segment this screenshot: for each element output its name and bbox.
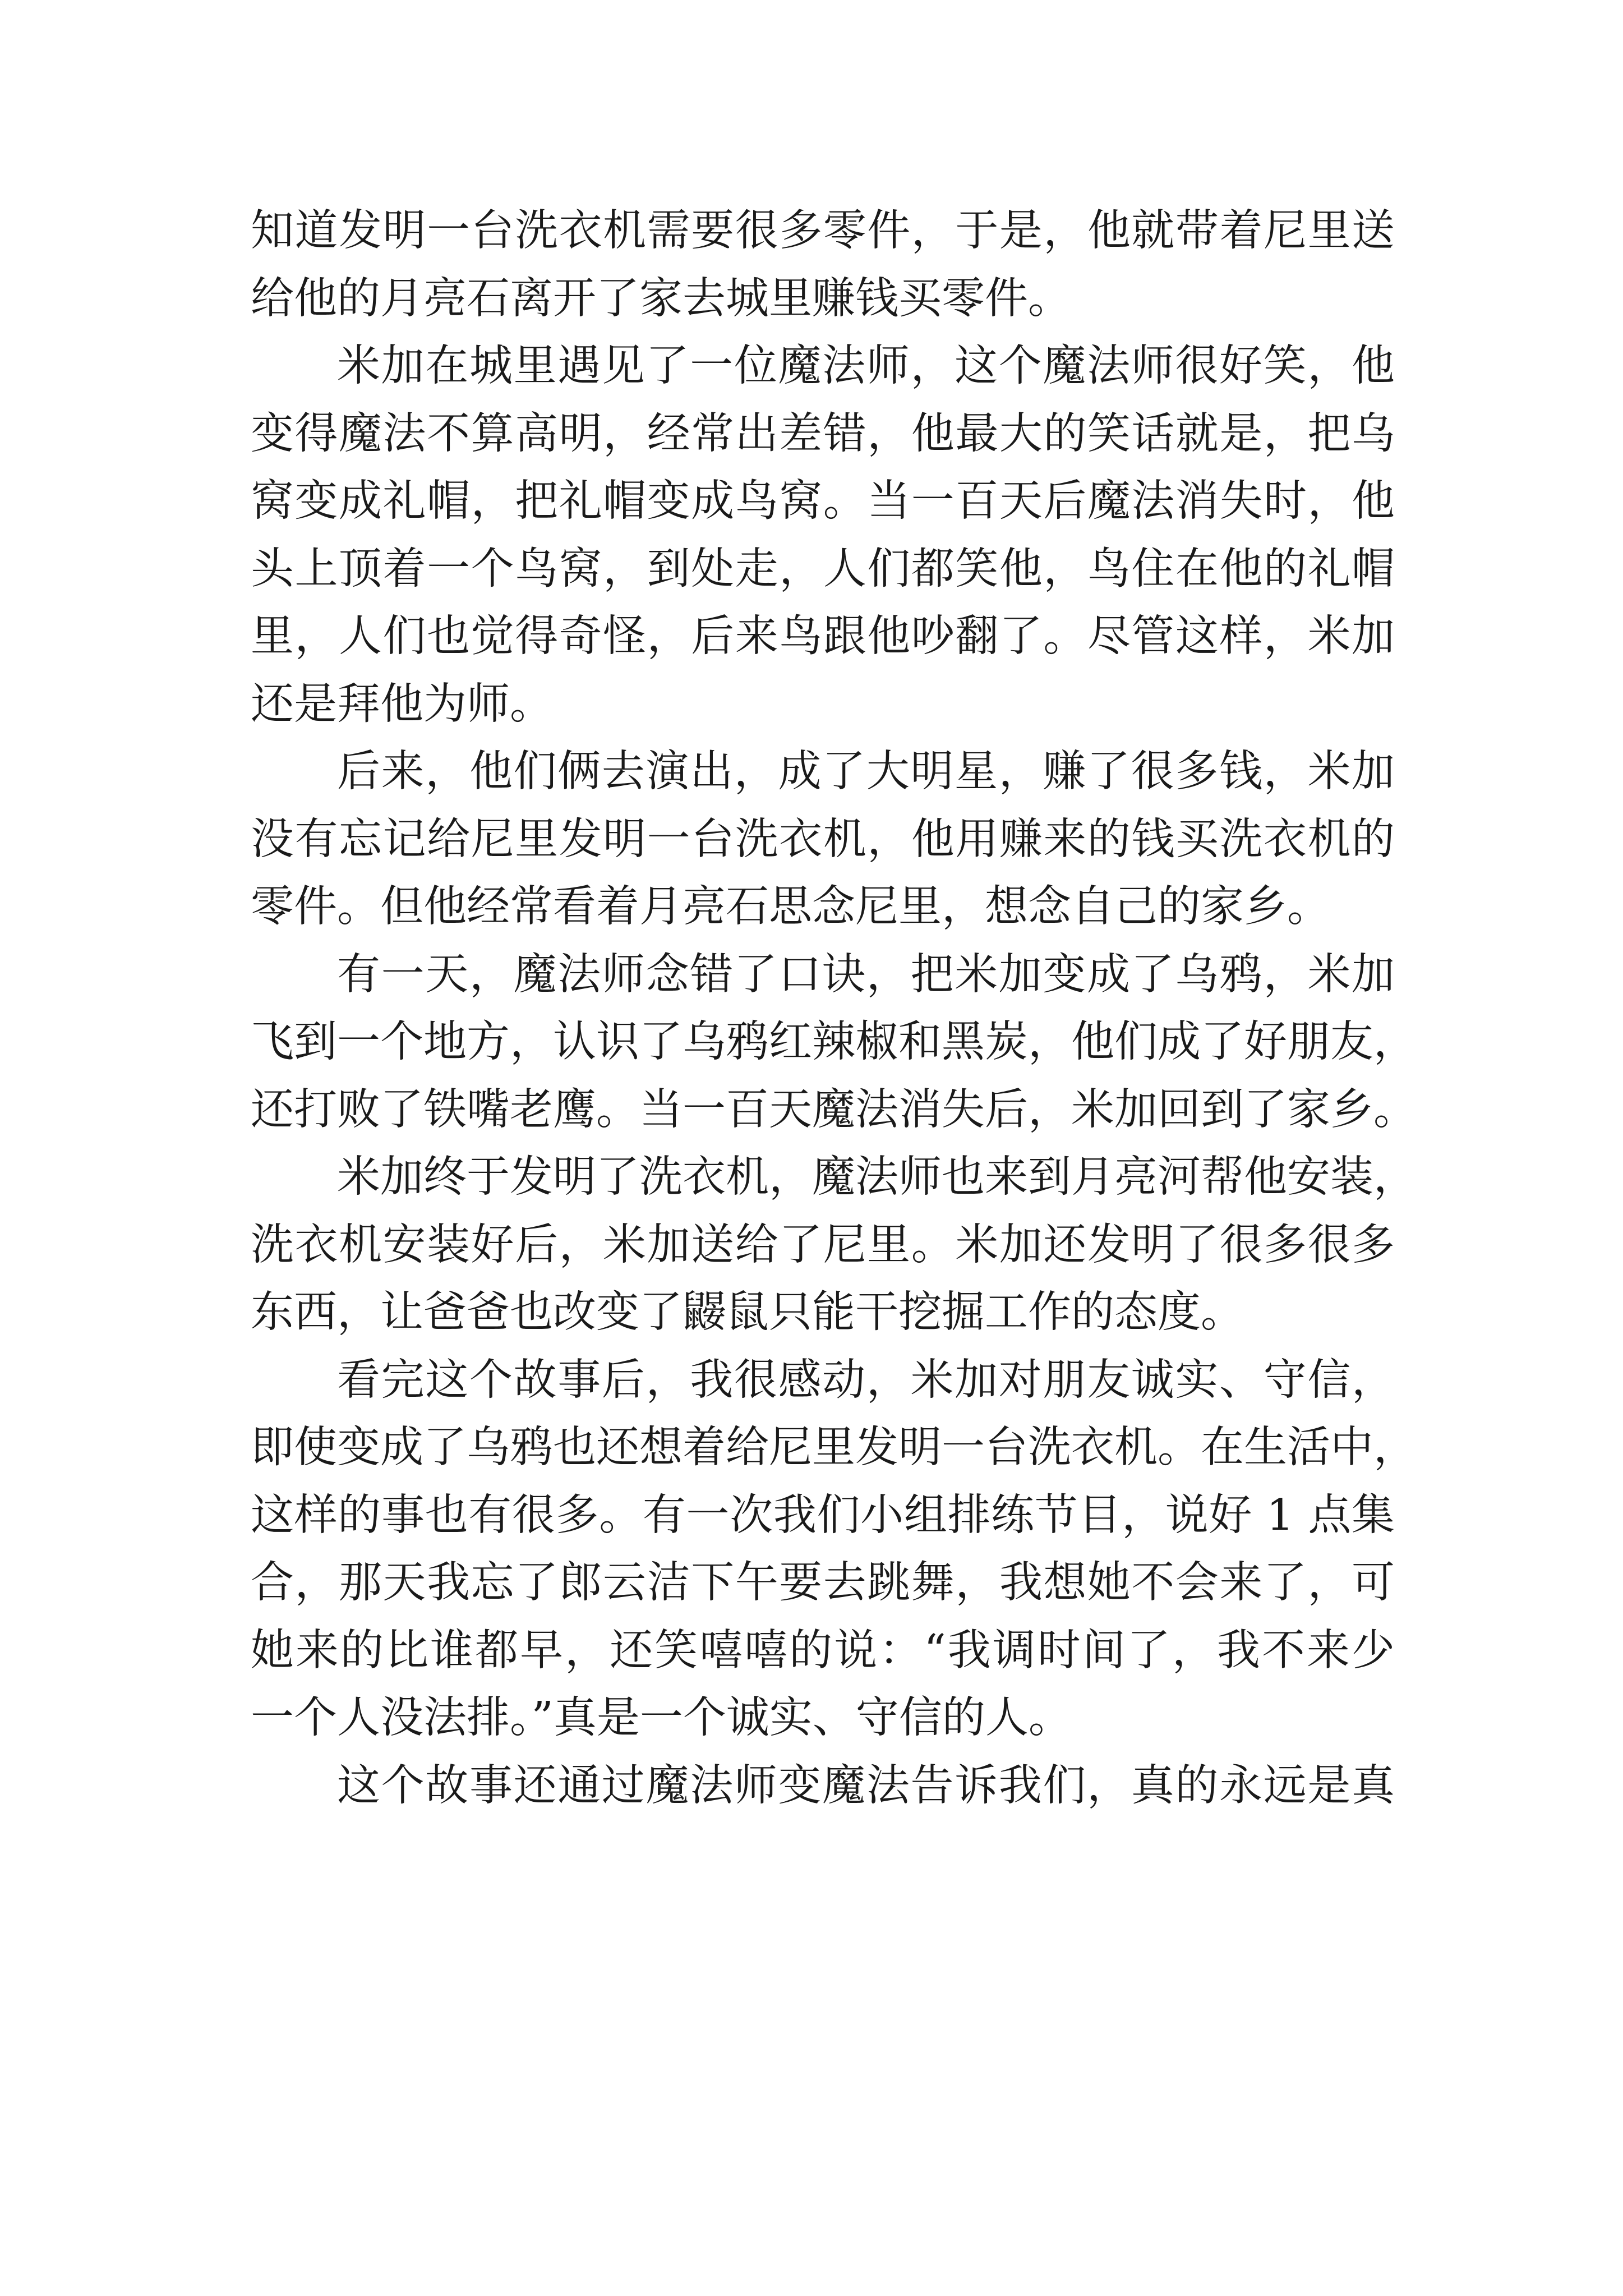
body-text	[251, 197, 1417, 1820]
text-line: 头上顶着一个鸟窝，到处走，人们都笑他，鸟住在他的礼帽	[251, 544, 1395, 594]
text-line: 米加终于发明了洗衣机，魔法师也来到月亮河帮他安装，	[337, 1152, 1417, 1202]
text-line: 洗衣机安装好后，米加送给了尼里。米加还发明了很多很多	[251, 1220, 1395, 1270]
text-line: 一个人没法排。”真是一个诚实、守信的人。	[251, 1693, 1072, 1743]
text-line: 她来的比谁都早，还笑嘻嘻的说：“我调时间了，我不来少	[251, 1625, 1395, 1676]
text-line: 还打败了铁嘴老鹰。当一百天魔法消失后，米加回到了家乡。	[251, 1084, 1417, 1135]
text-line: 合，那天我忘了郎云洁下午要去跳舞，我想她不会来了，可	[251, 1558, 1395, 1608]
text-line: 这样的事也有很多。有一次我们小组排练节目，说好 1 点集	[251, 1490, 1395, 1540]
text-line: 还是拜他为师。	[251, 679, 553, 729]
text-line: 变得魔法不算高明，经常出差错，他最大的笑话就是，把乌	[251, 408, 1395, 459]
text-line: 知道发明一台洗衣机需要很多零件，于是，他就带着尼里送	[251, 206, 1395, 256]
text-line: 这个故事还通过魔法师变魔法告诉我们，真的永远是真	[337, 1760, 1395, 1811]
text-line: 没有忘记给尼里发明一台洗衣机，他用赚来的钱买洗衣机的	[251, 814, 1395, 864]
text-line: 里，人们也觉得奇怪，后来鸟跟他吵翻了。尽管这样，米加	[251, 611, 1395, 661]
text-line: 飞到一个地方，认识了乌鸦红辣椒和黑炭，他们成了好朋友，	[251, 1017, 1417, 1067]
text-line: 有一天，魔法师念错了口诀，把米加变成了乌鸦，米加	[337, 949, 1395, 1000]
text-line: 给他的月亮石离开了家去城里赚钱买零件。	[251, 273, 1071, 324]
text-line: 即使变成了乌鸦也还想着给尼里发明一台洗衣机。在生活中，	[251, 1423, 1417, 1473]
text-line: 看完这个故事后，我很感动，米加对朋友诚实、守信，	[337, 1355, 1395, 1405]
text-line: 东西，让爸爸也改变了鼹鼠只能干挖掘工作的态度。	[251, 1287, 1244, 1337]
text-line: 米加在城里遇见了一位魔法师，这个魔法师很好笑，他	[337, 341, 1395, 391]
text-line: 窝变成礼帽，把礼帽变成鸟窝。当一百天后魔法消失时，他	[251, 476, 1395, 526]
text-line: 后来，他们俩去演出，成了大明星，赚了很多钱，米加	[337, 747, 1395, 797]
text-line: 零件。但他经常看着月亮石思念尼里，想念自己的家乡。	[251, 882, 1330, 932]
